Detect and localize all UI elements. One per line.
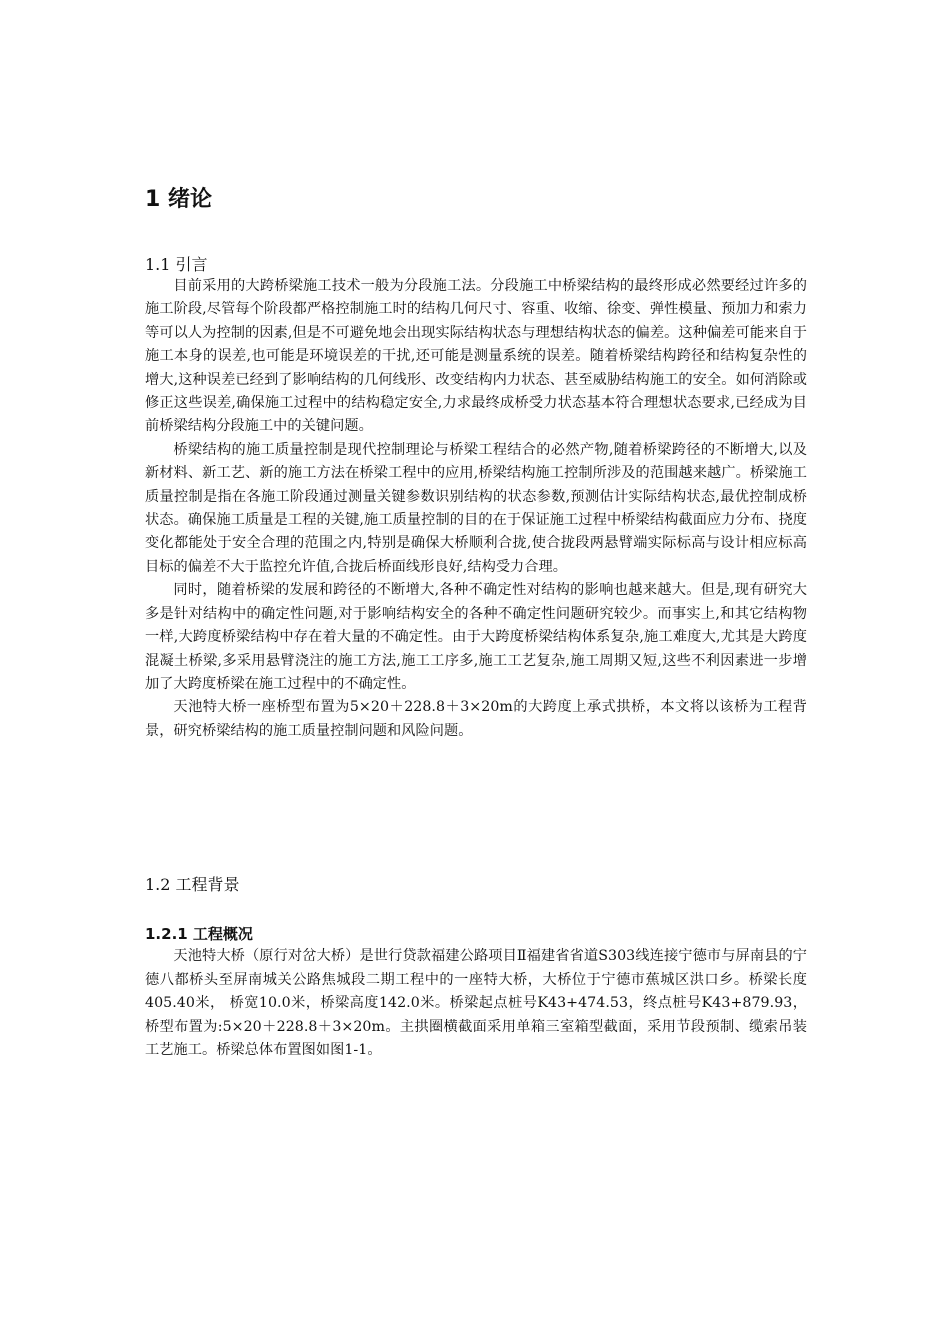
paragraph: 天池特大桥一座桥型布置为5×20＋228.8＋3×20m的大跨度上承式拱桥，本文将以该桥为工程背景，研究桥梁结构的施工质量控制问题和风险问题。 — [145, 699, 807, 739]
paragraph: 天池特大桥（原行对岔大桥）是世行贷款福建公路项目Ⅱ福建省省道S303线连接宁德市与屏南县的宁德八都桥头至屏南城关公路焦城段二期工程中的一座特大桥，大桥位于宁德市蕉城区洪口乡。桥梁长度405.40米， 桥宽10.0米，桥梁高度142.0米。桥梁起点桩号K43+474.53，终点桩号K43+879.93，桥型布置为:5×20＋228.8＋3×20m。主拱圈横截面采用单箱三室箱型截面，采用节段预制、缆索吊装工艺施工。桥梁总体布置图如图1-1。 — [145, 948, 807, 1059]
section-1-1-body — [145, 275, 807, 743]
section-title-1-2: 1.2 工程背景 — [145, 875, 240, 894]
subsection-title-1-2-1: 1.2.1 工程概况 — [145, 925, 253, 943]
paragraph: 同时，随着桥梁的发展和跨径的不断增大,各种不确定性对结构的影响也越来越大。但是,现有研究大多是针对结构中的确定性问题,对于影响结构安全的各种不确定性问题研究较少。而事实上,和其它结构物一样,大跨度桥梁结构中存在着大量的不确定性。由于大跨度桥梁结构体系复杂,施工难度大,尤其是大跨度混凝土桥梁,多采用悬臂浇注的施工方法,施工工序多,施工工艺复杂,施工周期又短,这些不利因素进一步增加了大跨度桥梁在施工过程中的不确定性。 — [145, 582, 807, 692]
paragraph: 目前采用的大跨桥梁施工技术一般为分段施工法。分段施工中桥梁结构的最终形成必然要经过许多的施工阶段,尽管每个阶段都严格控制施工时的结构几何尺寸、容重、收缩、徐变、弹性模量、预加力和索力等可以人为控制的因素,但是不可避免地会出现实际结构状态与理想结构状态的偏差。这种偏差可能来自于施工本身的误差,也可能是环境误差的干扰,还可能是测量系统的误差。随着桥梁结构跨径和结构复杂性的增大,这种误差已经到了影响结构的几何线形、改变结构内力状态、甚至威胁结构施工的安全。如何消除或修正这些误差,确保施工过程中的结构稳定安全,力求最终成桥受力状态基本符合理想状态要求,已经成为目前桥梁结构分段施工中的关键问题。 — [145, 278, 807, 435]
chapter-title: 1 绪论 — [145, 187, 212, 212]
section-1-2-1-body — [145, 945, 807, 1063]
section-title-1-1: 1.1 引言 — [145, 255, 208, 274]
paragraph: 桥梁结构的施工质量控制是现代控制理论与桥梁工程结合的必然产物,随着桥梁跨径的不断增大,以及新材料、新工艺、新的施工方法在桥梁工程中的应用,桥梁结构施工控制所涉及的范围越来越广。桥梁施工质量控制是指在各施工阶段通过测量关键参数识别结构的状态参数,预测估计实际结构状态,最优控制成桥状态。确保施工质量是工程的关键,施工质量控制的目的在于保证施工过程中桥梁结构截面应力分布、挠度变化都能处于安全合理的范围之内,特别是确保大桥顺利合拢,使合拢段两悬臂端实际标高与设计相应标高目标的偏差不大于监控允许值,合拢后桥面线形良好,结构受力合理。 — [145, 441, 807, 575]
